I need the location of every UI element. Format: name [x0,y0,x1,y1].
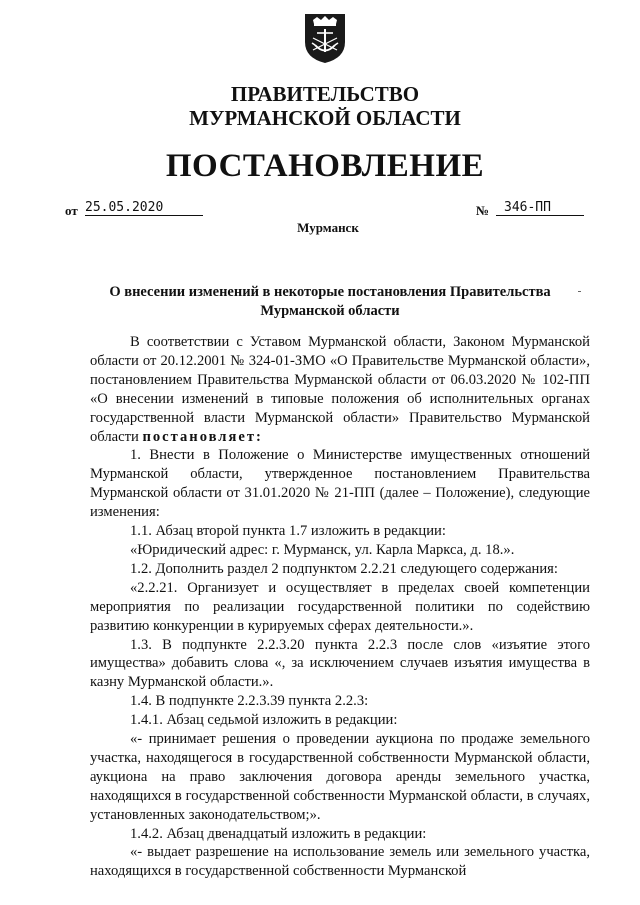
number-underline [496,215,584,216]
organization-line-2: МУРМАНСКОЙ ОБЛАСТИ [189,106,461,130]
organization-name [0,82,640,130]
paragraph-1-4-2: 1.4.2. Абзац двенадцатый изложить в редакции: [130,825,427,842]
resolves-word: постановляет: [142,428,263,445]
preamble-paragraph [90,333,590,446]
city: Мурманск [297,220,359,235]
date-underline [85,215,203,216]
paragraph-1-1-text: «Юридический адрес: г. Мурманск, ул. Карла Маркса, д. 18.». [130,541,515,558]
preamble-text: В соответствии с Уставом Мурманской области, Законом Мурманской области от 20.12.2001 № 324-01-ЗМО «О Правительстве Мурманской области», постановлением Правительства Мурманской области от 06.03.2020 № 102-ПП «О внесении изменений в типовые положения об исполнительных органах государственной власти Мурманской области» Правительство Мурманской области [90,334,590,445]
paragraph-1-4: 1.4. В подпункте 2.2.3.39 пункта 2.2.3: [130,693,369,710]
paragraph-1: 1. Внести в Положение о Министерстве имущественных отношений Мурманской области, утвержденное постановлением Правительства Мурманской области от 31.01.2020 № 21-ПП (далее – Положение), следующие изменения: [90,447,590,521]
paragraph-1-1: 1.1. Абзац второй пункта 1.7 изложить в редакции: [130,523,446,540]
date-number-row [58,200,598,220]
title-line-1: О внесении изменений в некоторые постановления Правительства [109,284,551,300]
number-prefix: № [476,203,490,218]
paragraph-1-3: 1.3. В подпункте 2.2.3.20 пункта 2.2.3 после слов «изъятие этого имущества» добавить слова «, за исключением случаев изъятия имущества в казну Мурманской области.». [90,636,590,691]
document-number: 346-ПП [504,200,551,215]
title-line-2: Мурманской области [260,303,400,319]
paragraph-1-4-2-text: «- выдает разрешение на использование земель или земельного участка, находящихся в государственной собственности Мурманской [90,844,590,880]
paragraph-1-2-text: «2.2.21. Организует и осуществляет в пределах своей компетенции мероприятия по реализации государственной политики по содействию развитию конкуренции в курируемых сферах деятельности.». [90,579,590,634]
document-title [100,283,560,321]
document-type: ПОСТАНОВЛЕНИЕ [165,148,485,184]
document-date: 25.05.2020 [85,200,164,215]
paragraph-1-2: 1.2. Дополнить раздел 2 подпунктом 2.2.21 следующего содержания: [130,560,558,577]
paragraph-1-4-1: 1.4.1. Абзац седьмой изложить в редакции: [130,712,398,729]
date-prefix: от [65,203,78,218]
scan-mark [578,291,581,292]
coat-of-arms-emblem [303,12,347,64]
paragraph-1-4-1-text: «- принимает решения о проведении аукциона по продаже земельного участка, находящегося в государственной собственности Мурманской области, аукциона на право заключения договора аренды земельного участка, находящихся в государственной собственности Мурманской области, в случаях, установленных законодательством;». [90,731,590,823]
organization-line-1: ПРАВИТЕЛЬСТВО [230,82,420,106]
document-body [90,333,590,881]
